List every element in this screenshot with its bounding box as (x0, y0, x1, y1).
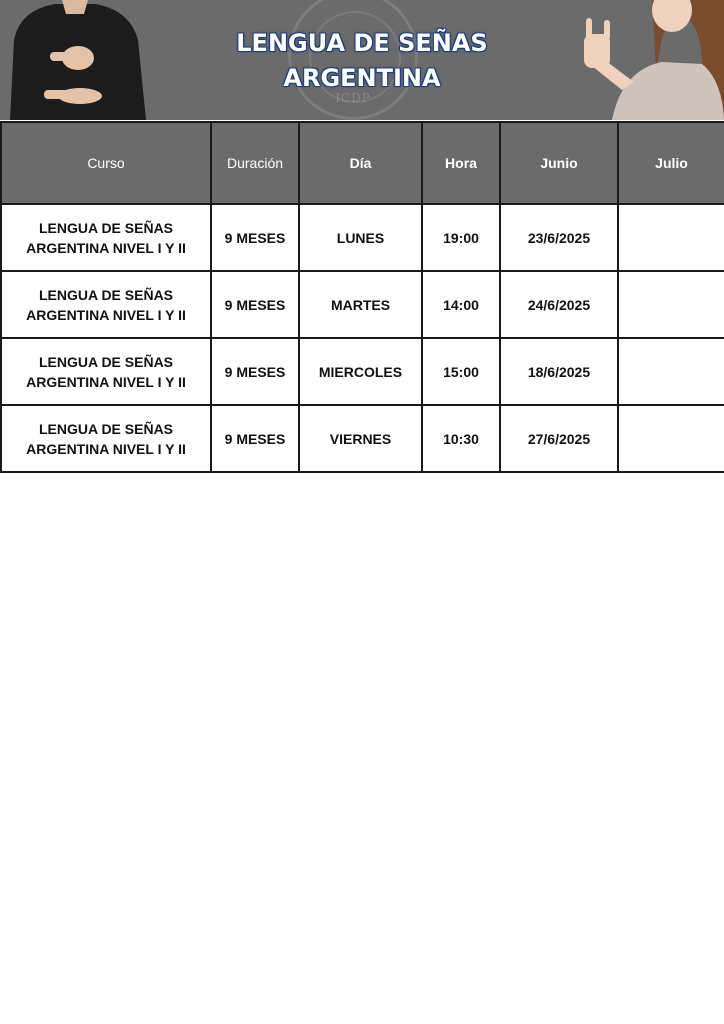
cell-curso: LENGUA DE SEÑAS ARGENTINA NIVEL I Y II (1, 338, 211, 405)
cell-duracion: 9 MESES (211, 204, 299, 271)
cell-curso: LENGUA DE SEÑAS ARGENTINA NIVEL I Y II (1, 204, 211, 271)
cell-julio (618, 271, 724, 338)
column-header-junio: Junio (500, 122, 618, 204)
column-header-duracion: Duración (211, 122, 299, 204)
cell-dia: MIERCOLES (299, 338, 422, 405)
table-row (1, 271, 724, 338)
title-line-1: LENGUA DE SEÑAS (236, 29, 488, 57)
table-row (1, 405, 724, 472)
cell-julio (618, 338, 724, 405)
cell-hora: 15:00 (422, 338, 500, 405)
cell-junio: 18/6/2025 (500, 338, 618, 405)
column-header-julio: Julio (618, 122, 724, 204)
cell-hora: 14:00 (422, 271, 500, 338)
table-row (1, 338, 724, 405)
cell-dia: VIERNES (299, 405, 422, 472)
cell-curso: LENGUA DE SEÑAS ARGENTINA NIVEL I Y II (1, 405, 211, 472)
title-line-2: ARGENTINA (283, 64, 441, 92)
cell-duracion: 9 MESES (211, 338, 299, 405)
column-header-hora: Hora (422, 122, 500, 204)
cell-junio: 24/6/2025 (500, 271, 618, 338)
column-header-dia: Día (299, 122, 422, 204)
cell-hora: 10:30 (422, 405, 500, 472)
cell-julio (618, 204, 724, 271)
cell-duracion: 9 MESES (211, 271, 299, 338)
cell-julio (618, 405, 724, 472)
table-row (1, 204, 724, 271)
cell-dia: MARTES (299, 271, 422, 338)
cell-junio: 23/6/2025 (500, 204, 618, 271)
column-header-curso: Curso (1, 122, 211, 204)
cell-junio: 27/6/2025 (500, 405, 618, 472)
cell-dia: LUNES (299, 204, 422, 271)
course-schedule-table (0, 121, 724, 473)
cell-curso: LENGUA DE SEÑAS ARGENTINA NIVEL I Y II (1, 271, 211, 338)
cell-hora: 19:00 (422, 204, 500, 271)
page-title (0, 26, 724, 96)
table-header-row (1, 122, 724, 204)
cell-duracion: 9 MESES (211, 405, 299, 472)
seal-text: ICDP (335, 91, 371, 105)
header-banner (0, 0, 724, 120)
